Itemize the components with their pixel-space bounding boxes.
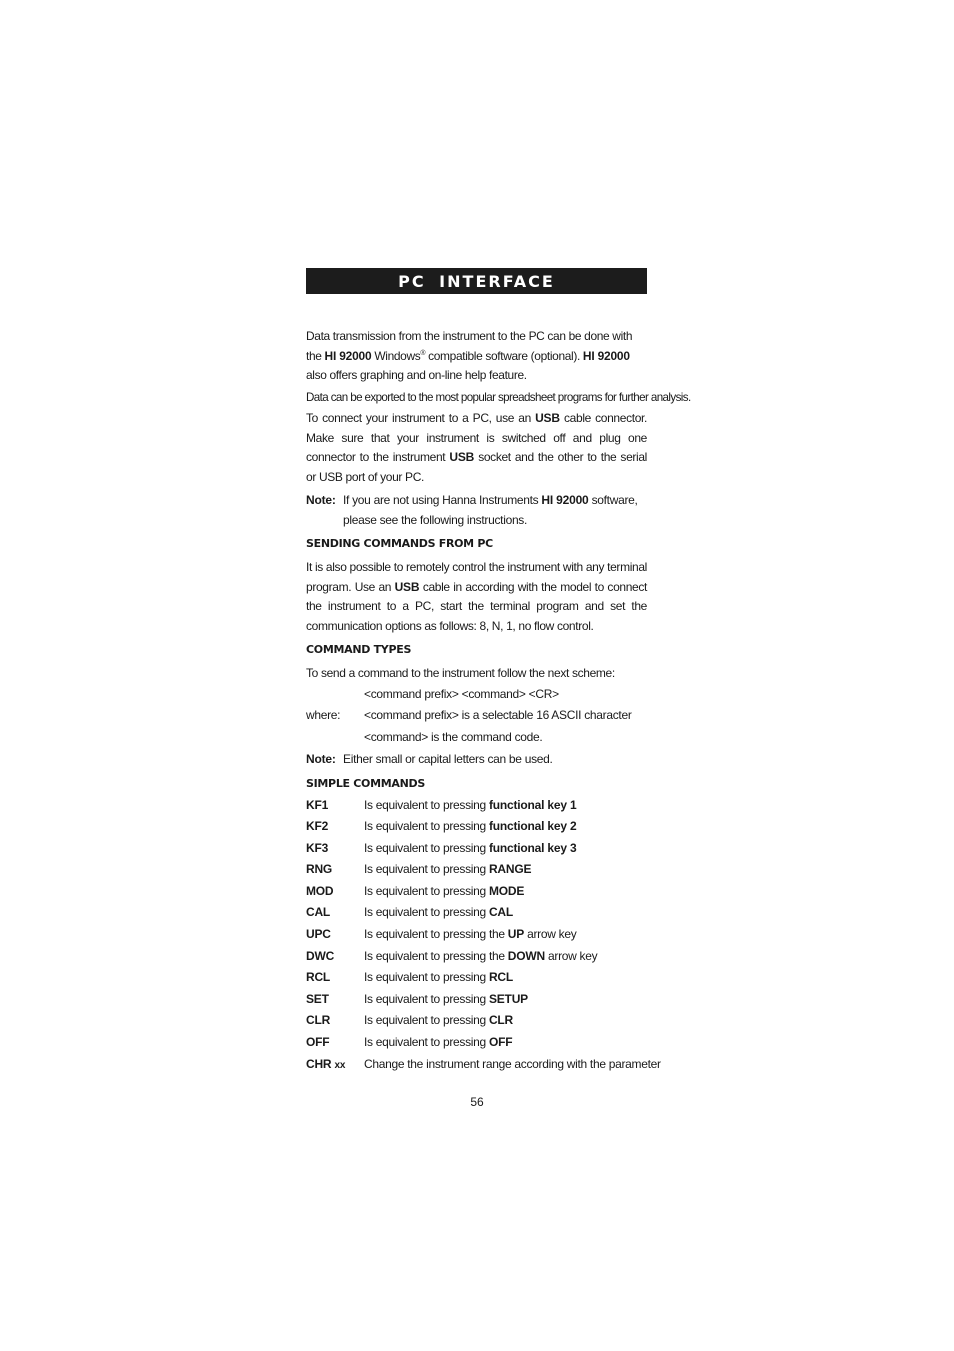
command-desc: Is equivalent to pressing the DOWN arrow key [364, 948, 598, 963]
where-prefix-text: <command prefix> is a selectable 16 ASCII character [364, 708, 632, 722]
content-column [306, 268, 691, 1076]
command-code: MOD [306, 883, 334, 898]
command-key: UP [507, 927, 525, 942]
usb-term: USB [449, 450, 475, 464]
scheme-line [306, 684, 647, 706]
command-desc: Change the instrument range according with the parameter [364, 1056, 661, 1071]
command-code: KF1 [306, 797, 329, 812]
command-row-chr [306, 1054, 661, 1077]
command-desc: Is equivalent to pressing functional key 3 [364, 840, 577, 855]
command-key: SETUP [488, 991, 528, 1006]
command-desc: Is equivalent to pressing functional key 2 [364, 819, 577, 834]
command-key: CAL [488, 905, 514, 920]
export-paragraph: Data can be exported to the most popular spreadsheet programs for further analysis. [306, 390, 691, 404]
simple-commands-list [306, 795, 661, 1077]
command-key: RCL [488, 970, 514, 985]
product-name: HI 92000 [324, 348, 372, 363]
where-line-command [306, 727, 647, 749]
command-desc: Is equivalent to pressing the UP arrow key [364, 927, 577, 942]
heading-command-types: COMMAND TYPES [306, 643, 412, 656]
intro-text: Data transmission from the instrument to the PC can be done with the [306, 329, 633, 363]
command-row [306, 1032, 647, 1054]
command-key: functional key 1 [488, 797, 577, 812]
page-number: 56 [470, 1095, 484, 1109]
command-code: CHR xx [306, 1056, 346, 1071]
note-text-part: software, please see the following instructions. [343, 493, 638, 527]
command-key: functional key 3 [488, 840, 577, 855]
command-code: OFF [306, 1035, 330, 1050]
note-letters [306, 750, 647, 770]
heading-sending-commands: SENDING COMMANDS FROM PC [306, 537, 493, 550]
command-row [306, 946, 647, 968]
section-title-banner [306, 268, 647, 294]
connect-paragraph [306, 409, 647, 487]
section-title: PC INTERFACE [398, 271, 555, 291]
command-code: DWC [306, 948, 335, 963]
command-code: KF3 [306, 840, 329, 855]
command-key: CLR [488, 1013, 514, 1028]
command-key: functional key 2 [488, 819, 577, 834]
command-key: OFF [488, 1035, 513, 1050]
command-row [306, 859, 647, 881]
command-code: CLR [306, 1013, 331, 1028]
command-desc: Is equivalent to pressing CLR [364, 1013, 514, 1028]
command-row [306, 902, 647, 924]
connect-text: To connect your instrument to a PC, use an [306, 411, 536, 425]
product-name: HI 92000 [541, 493, 589, 507]
intro-text: Windows [371, 348, 421, 363]
command-code: SET [306, 991, 329, 1006]
intro-text: also offers graphing and on-line help feature. [306, 368, 527, 382]
command-desc: Is equivalent to pressing CAL [364, 905, 514, 920]
product-name: HI 92000 [582, 348, 630, 363]
command-key: DOWN [507, 948, 545, 963]
where-command-text: <command> is the command code. [364, 729, 543, 744]
command-desc: Is equivalent to pressing MODE [364, 883, 525, 898]
note-text-part: If you are not using Hanna Instruments [343, 493, 542, 507]
command-key: RANGE [488, 862, 532, 877]
command-code: RCL [306, 970, 331, 985]
note-software [306, 491, 647, 530]
note-label: Note: [306, 752, 336, 766]
scheme-syntax: <command prefix> <command> <CR> [364, 686, 559, 701]
where-line-prefix [306, 705, 647, 727]
note-label: Note: [306, 493, 336, 507]
command-row [306, 967, 647, 989]
sending-paragraph [306, 558, 647, 636]
command-code: UPC [306, 927, 331, 942]
command-desc: Is equivalent to pressing functional key 1 [364, 797, 577, 812]
command-row [306, 881, 647, 903]
usb-term: USB [394, 579, 420, 594]
command-row [306, 1010, 647, 1032]
scheme-intro: To send a command to the instrument follow the next scheme: [306, 666, 615, 680]
heading-simple-commands: SIMPLE COMMANDS [306, 776, 425, 790]
connect-text: cable connector. Make sure that your instrument is switched off and plug one connector to the instrument [306, 411, 647, 464]
command-desc: Is equivalent to pressing SETUP [364, 991, 528, 1006]
registered-mark: ® [420, 349, 426, 357]
command-desc: Is equivalent to pressing RCL [364, 970, 514, 985]
command-code: KF2 [306, 819, 329, 834]
command-row [306, 795, 647, 817]
usb-term: USB [535, 411, 560, 425]
intro-paragraph-software [306, 327, 645, 386]
command-desc: Is equivalent to pressing RANGE [364, 862, 532, 877]
command-row [306, 989, 647, 1011]
intro-text: compatible software (optional). [425, 348, 583, 363]
where-label: where: [306, 708, 341, 722]
command-key: MODE [488, 883, 525, 898]
sending-text: cable in according with the model to connect the instrument to a PC, start the terminal program and set the communication options as follows: 8, N, 1, no flow control. [306, 579, 647, 633]
command-param: xx [334, 1059, 346, 1071]
command-desc: Is equivalent to pressing OFF [364, 1035, 513, 1050]
sending-text: It is also possible to remotely control the instrument with any terminal program. Use an [306, 560, 647, 594]
command-row [306, 924, 647, 946]
note-text [343, 491, 647, 530]
connect-text: socket and the other to the serial or USB port of your PC. [306, 450, 647, 484]
note-text: Either small or capital letters can be used. [343, 752, 553, 766]
command-code: RNG [306, 862, 333, 877]
command-row [306, 816, 647, 838]
command-code: CAL [306, 905, 331, 920]
command-row [306, 838, 647, 860]
